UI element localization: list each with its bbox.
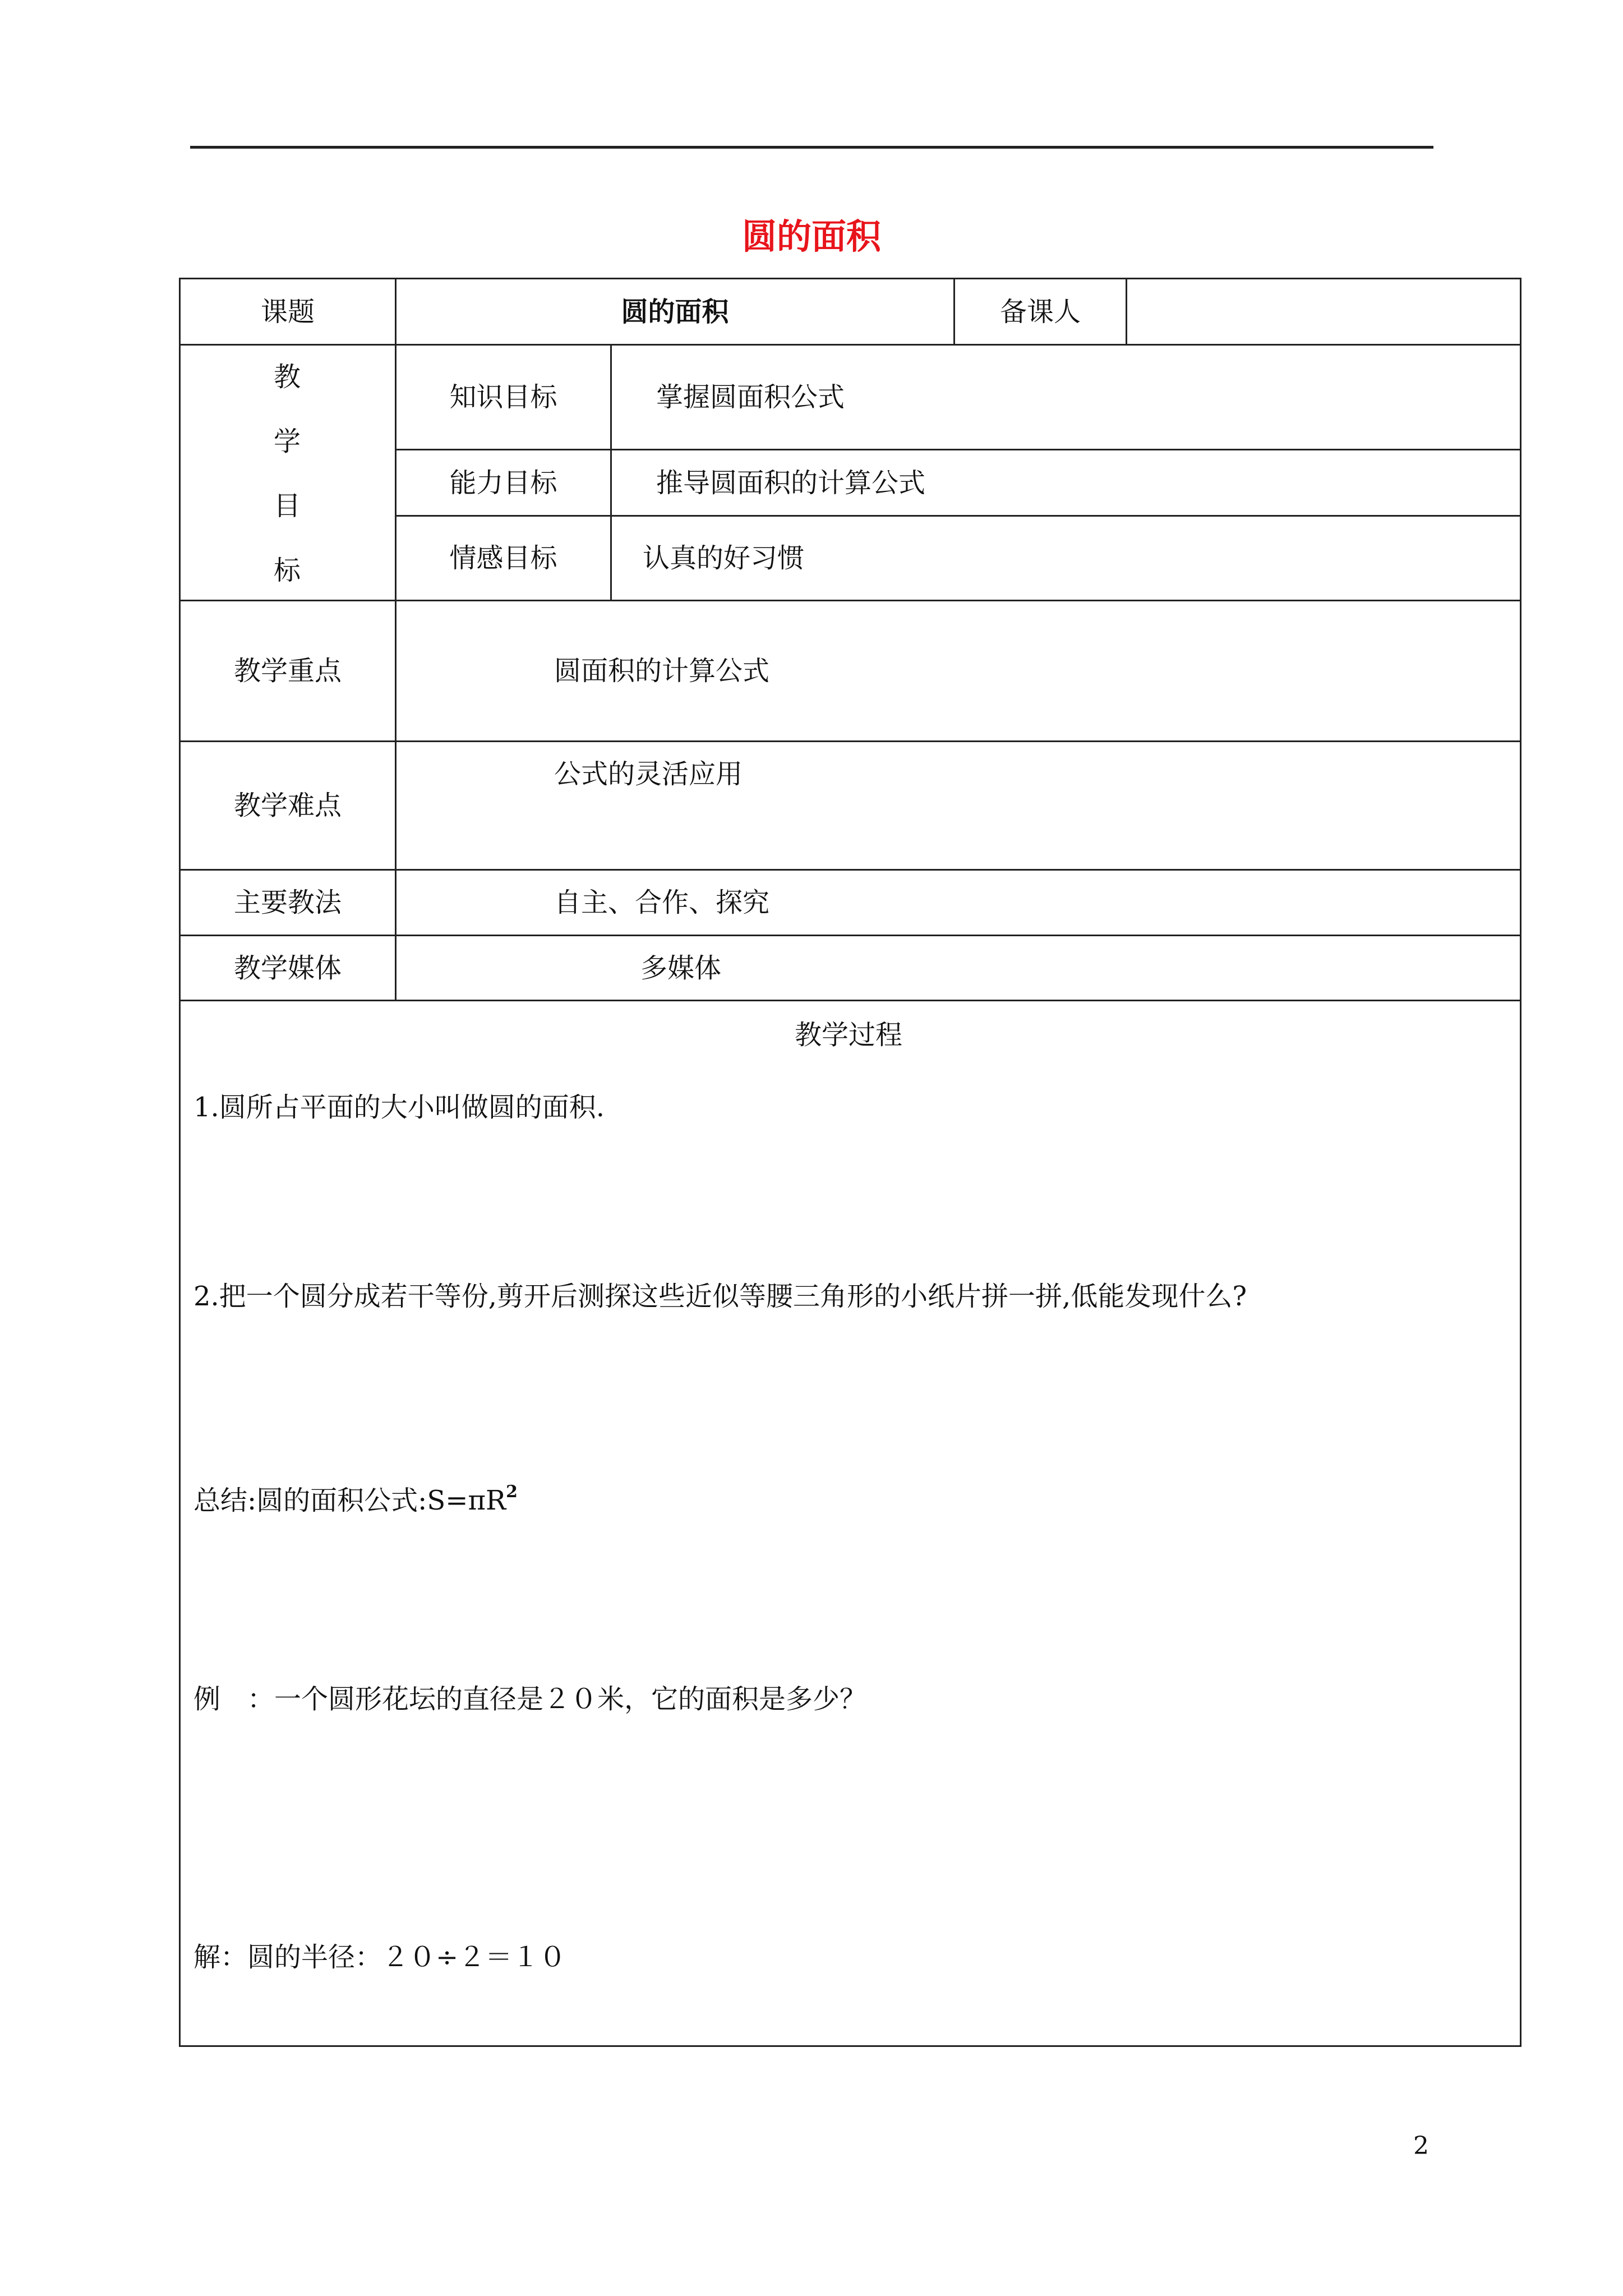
objective-emotion-label: 情感目标	[449, 542, 557, 574]
topic-label: 课题	[260, 296, 315, 328]
difficulty-label: 教学难点	[233, 790, 342, 821]
objective-knowledge-value: 掌握圆面积公式	[656, 381, 845, 413]
objective-ability-label: 能力目标	[449, 467, 557, 499]
table-row-divider	[179, 1000, 1521, 1001]
media-value: 多媒体	[640, 952, 722, 984]
method-value: 自主、合作、探究	[554, 887, 770, 918]
table-border-right	[1520, 278, 1521, 2047]
table-border-bottom	[179, 2045, 1521, 2047]
key-point-value: 圆面积的计算公式	[554, 655, 770, 687]
process-item-2: 2.把一个圆分成若干等份,剪开后测探这些近似等腰三角形的小纸片拼一拼,低能发现什么?	[193, 1281, 1247, 1312]
preparer-label: 备课人	[999, 296, 1081, 328]
process-example: 例 ：一个圆形花坛的直径是２０米，它的面积是多少？	[193, 1683, 867, 1715]
preparer-value	[1127, 279, 1520, 344]
objectives-label: 教 学 目 标	[273, 361, 301, 586]
table-column-divider	[610, 344, 612, 601]
page-title: 圆的面积	[741, 216, 881, 257]
key-point-label: 教学重点	[233, 655, 342, 687]
process-item-1: 1.圆所占平面的大小叫做圆的面积.	[193, 1092, 605, 1123]
table-row-divider	[179, 344, 1521, 346]
objective-ability-value: 推导圆面积的计算公式	[656, 467, 926, 499]
page-number: 2	[1413, 2132, 1429, 2160]
difficulty-value: 公式的灵活应用	[554, 758, 743, 790]
table-border-left	[179, 278, 181, 2047]
topic-value: 圆的面积	[621, 296, 729, 328]
media-label: 教学媒体	[233, 952, 342, 984]
process-title: 教学过程	[794, 1019, 902, 1051]
objective-knowledge-label: 知识目标	[449, 381, 557, 413]
method-label: 主要教法	[233, 887, 342, 918]
process-summary: 总结:圆的面积公式$:S=\pi R^2$	[193, 1482, 518, 1516]
objective-emotion-value: 认真的好习惯	[643, 542, 805, 574]
process-solution: 解：圆的半径：２０÷２＝１０	[193, 1941, 566, 1973]
